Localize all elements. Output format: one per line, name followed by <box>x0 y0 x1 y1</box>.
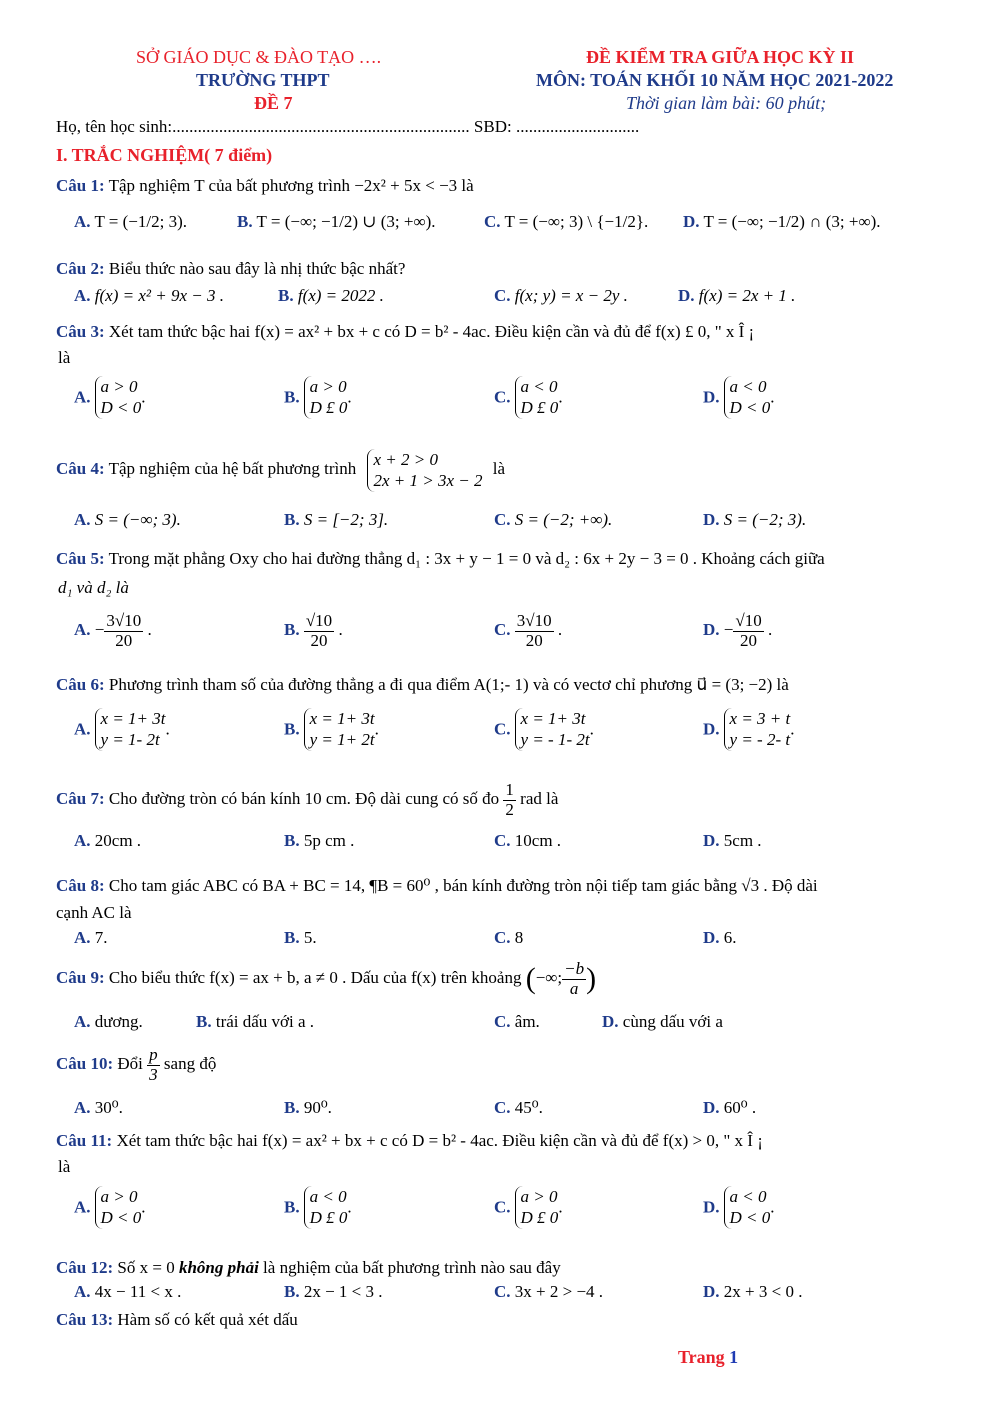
student-info-line: Họ, tên học sinh:...................................................................... SBD: ............................. <box>56 117 640 136</box>
question-text: Tập nghiệm T của bất phương trình −2x² + 5x < −3 là <box>108 176 474 195</box>
question-label: Câu 1: <box>56 176 105 195</box>
question-text: Đổi <box>117 1054 143 1074</box>
option-label: D. <box>703 1098 720 1117</box>
system-line: a > 0 <box>100 377 138 396</box>
option-label: C. <box>494 1098 511 1117</box>
option-label: D. <box>703 719 720 739</box>
option-text: 5cm . <box>723 831 762 850</box>
question-text: Trong mặt phẳng Oxy cho hai đường thẳng d₁ : 3x + y − 1 = 0 và d₂ : 6x + 2y − 3 = 0 . Khoảng cách giữa <box>108 549 825 568</box>
option-label: B. <box>284 928 300 947</box>
q4-option-d[interactable] <box>703 510 806 530</box>
question-text: Cho đường tròn có bán kính 10 cm. Độ dài cung có số đo <box>108 789 500 809</box>
q2-option-a[interactable] <box>74 286 224 306</box>
page-label: Trang <box>678 1347 725 1367</box>
q5-option-d[interactable] <box>703 612 772 650</box>
denominator: 20 <box>740 630 758 650</box>
q8-option-b[interactable] <box>284 928 317 948</box>
question-text: Cho biểu thức f(x) = ax + b, a ≠ 0 . Dấu của f(x) trên khoảng <box>108 968 522 988</box>
system-line: x = 1+ 3t <box>520 709 586 728</box>
question-7 <box>56 781 558 819</box>
punctuation: . <box>347 1197 352 1217</box>
option-text: f(x) = 2022 . <box>297 286 384 305</box>
option-label: A. <box>74 387 91 407</box>
question-11 <box>56 1131 763 1151</box>
numerator: p <box>149 1045 158 1064</box>
option-label: B. <box>284 831 300 850</box>
option-label: A. <box>74 286 91 305</box>
option-system <box>95 376 142 419</box>
denominator: 3 <box>149 1064 158 1084</box>
question-11-continued: là <box>58 1157 71 1176</box>
question-label: Câu 12: <box>56 1258 114 1277</box>
option-text: 4x − 11 < x . <box>94 1282 182 1301</box>
system-line: x = 3 + t <box>729 709 791 728</box>
system-line: x = 1+ 3t <box>309 709 375 728</box>
punctuation: . <box>790 719 795 739</box>
option-text: 7. <box>94 928 108 947</box>
system-line: D < 0 <box>729 398 771 418</box>
question-text: Xét tam thức bậc hai f(x) = ax² + bx + c có D = b² - 4ac. Điều kiện cần và đủ để f(x) £ 0, " x Î ¡ <box>108 322 755 341</box>
option-text: 5p cm . <box>303 831 355 850</box>
option-label: D. <box>703 831 720 850</box>
system-line: D £ 0 <box>309 1208 348 1228</box>
option-system <box>304 1186 348 1229</box>
option-text: S = (−∞; 3). <box>94 510 181 529</box>
option-text: 6. <box>723 928 737 947</box>
q4-option-b[interactable] <box>284 510 388 530</box>
punctuation: . <box>165 719 170 739</box>
option-text: 10cm . <box>514 831 562 850</box>
q10-option-a[interactable] <box>74 1098 123 1118</box>
question-text: Phương trình tham số của đường thẳng a đi qua điểm A(1;- 1) và có vectơ chỉ phương u⃗ = (3; −2) là <box>108 675 789 694</box>
system-line: D < 0 <box>100 1208 142 1228</box>
option-text: f(x) = x² + 9x − 3 . <box>94 286 224 305</box>
option-text: 8 <box>514 928 524 947</box>
fraction <box>562 960 586 998</box>
sign: − <box>94 620 105 640</box>
option-label: C. <box>494 620 515 640</box>
option-label: B. <box>284 387 300 407</box>
question-text: Tập nghiệm của hệ bất phương trình <box>108 459 357 479</box>
q4-option-c[interactable] <box>494 510 612 530</box>
q7-option-b[interactable] <box>284 831 354 851</box>
numerator: −b <box>564 959 585 978</box>
page-number: 1 <box>729 1347 739 1367</box>
question-13 <box>56 1310 298 1330</box>
option-text: âm. <box>514 1012 540 1031</box>
q9-option-d[interactable] <box>602 1012 723 1032</box>
option-label: A. <box>74 831 91 850</box>
q3-option-d[interactable] <box>703 376 775 419</box>
option-label: A. <box>74 1098 91 1117</box>
question-10 <box>56 1046 216 1084</box>
q11-option-a[interactable] <box>74 1186 146 1229</box>
option-text: T = (−1/2; 3). <box>94 212 188 231</box>
system-line: D £ 0 <box>309 398 348 418</box>
system-line: D < 0 <box>100 398 142 418</box>
q9-option-b[interactable] <box>196 1012 314 1032</box>
question-text: Xét tam thức bậc hai f(x) = ax² + bx + c có D = b² - 4ac. Điều kiện cần và đủ để f(x) > 0, " x Î ¡ <box>116 1131 763 1150</box>
q6-option-b[interactable] <box>284 708 379 751</box>
page-footer <box>678 1347 738 1368</box>
q12-option-b[interactable] <box>284 1282 383 1302</box>
denominator: 2 <box>505 799 514 819</box>
q10-option-d[interactable] <box>703 1098 756 1118</box>
sign: − <box>723 620 734 640</box>
option-label: D. <box>703 1197 720 1217</box>
system-line: y = - 2- t <box>729 730 791 750</box>
option-label: A. <box>74 1197 91 1217</box>
denominator: 20 <box>525 630 543 650</box>
fraction <box>104 612 143 650</box>
punctuation: . <box>334 620 343 640</box>
q11-option-b[interactable] <box>284 1186 352 1229</box>
q3-option-c[interactable] <box>494 376 563 419</box>
question-text: Biểu thức nào sau đây là nhị thức bậc nhất? <box>108 259 406 278</box>
inequality-system <box>367 449 483 492</box>
fraction <box>503 781 516 819</box>
option-text: 90⁰. <box>303 1098 332 1117</box>
punctuation: . <box>374 719 379 739</box>
q8-option-a[interactable] <box>74 928 108 948</box>
option-text: T = (−∞; 3) \ {−1/2}. <box>504 212 649 231</box>
denominator: a <box>569 978 579 998</box>
system-line: y = 1+ 2t <box>309 730 375 750</box>
option-label: C. <box>494 928 511 947</box>
section-title: I. TRẮC NGHIỆM( 7 điểm) <box>56 145 273 165</box>
option-label: C. <box>494 510 511 529</box>
option-text: S = [−2; 3]. <box>303 510 389 529</box>
open-paren: ( <box>525 962 536 996</box>
option-label: B. <box>284 719 300 739</box>
option-system <box>515 376 559 419</box>
option-label: D. <box>602 1012 619 1031</box>
question-9 <box>56 960 596 998</box>
q2-option-b[interactable] <box>278 286 384 306</box>
punctuation: . <box>558 1197 563 1217</box>
option-label: C. <box>494 1282 511 1301</box>
system-line: a > 0 <box>100 1187 138 1206</box>
q11-option-d[interactable] <box>703 1186 775 1229</box>
question-8-continued: cạnh AC là <box>56 903 132 922</box>
q7-option-d[interactable] <box>703 831 762 851</box>
question-2 <box>56 259 405 279</box>
numerator: 3√10 <box>106 611 142 630</box>
q5-option-a[interactable] <box>74 612 152 650</box>
question-label: Câu 8: <box>56 876 105 895</box>
punctuation: . <box>763 620 773 640</box>
q9-option-a[interactable] <box>74 1012 143 1032</box>
fraction <box>304 612 334 650</box>
question-text-emphasis: không phải <box>178 1258 259 1277</box>
punctuation: . <box>347 387 352 407</box>
option-label: A. <box>74 620 95 640</box>
question-text-end: là <box>492 459 506 479</box>
option-text: S = (−2; 3). <box>723 510 807 529</box>
system-line: y = 1- 2t <box>100 730 160 750</box>
punctuation: . <box>143 620 152 640</box>
option-label: C. <box>494 719 511 739</box>
option-text: 3x + 2 > −4 . <box>514 1282 604 1301</box>
system-line: y = - 1- 2t <box>520 730 590 750</box>
option-label: D. <box>683 212 700 231</box>
q11-option-c[interactable] <box>494 1186 563 1229</box>
option-label: D. <box>703 928 720 947</box>
q1-option-b[interactable] <box>237 212 436 232</box>
option-text: 60⁰ . <box>723 1098 757 1117</box>
option-text: 20cm . <box>94 831 142 850</box>
punctuation: . <box>770 1197 775 1217</box>
option-system <box>95 708 166 751</box>
q9-option-c[interactable] <box>494 1012 540 1032</box>
option-label: D. <box>678 286 695 305</box>
option-label: D. <box>703 387 720 407</box>
q10-option-c[interactable] <box>494 1098 543 1118</box>
header-exam-code: ĐỀ 7 <box>254 93 293 113</box>
option-label: C. <box>484 212 501 231</box>
q10-option-b[interactable] <box>284 1098 332 1118</box>
system-line: a > 0 <box>309 377 347 396</box>
option-label: B. <box>284 1282 300 1301</box>
option-system <box>304 376 348 419</box>
option-label: B. <box>284 510 300 529</box>
punctuation: . <box>553 620 563 640</box>
q7-option-c[interactable] <box>494 831 561 851</box>
option-label: C. <box>494 387 511 407</box>
q2-option-c[interactable] <box>494 286 628 306</box>
option-text: 2x + 3 < 0 . <box>723 1282 803 1301</box>
option-system <box>515 708 590 751</box>
q3-option-b[interactable] <box>284 376 352 419</box>
punctuation: . <box>141 1197 146 1217</box>
option-label: C. <box>494 286 511 305</box>
option-label: D. <box>703 510 720 529</box>
question-12 <box>56 1258 561 1278</box>
q8-option-c[interactable] <box>494 928 523 948</box>
q1-option-d[interactable] <box>683 212 881 232</box>
numerator: 3√10 <box>516 611 552 630</box>
question-5 <box>56 549 825 569</box>
punctuation: . <box>558 387 563 407</box>
q6-option-c[interactable] <box>494 708 594 751</box>
question-label: Câu 13: <box>56 1310 114 1329</box>
option-label: B. <box>284 1197 300 1217</box>
q12-option-a[interactable] <box>74 1282 181 1302</box>
option-label: B. <box>284 620 304 640</box>
option-text: T = (−∞; −1/2) ∪ (3; +∞). <box>256 212 436 231</box>
question-label: Câu 11: <box>56 1131 113 1150</box>
system-line: D < 0 <box>729 1208 771 1228</box>
denominator: 20 <box>115 630 133 650</box>
denominator: 20 <box>310 630 328 650</box>
option-label: D. <box>703 1282 720 1301</box>
numerator: √10 <box>305 611 333 630</box>
question-label: Câu 6: <box>56 675 105 694</box>
question-label: Câu 3: <box>56 322 105 341</box>
q5-option-b[interactable] <box>284 612 343 650</box>
option-system <box>515 1186 559 1229</box>
header-department: SỞ GIÁO DỤC & ĐÀO TẠO …. <box>136 47 382 67</box>
neg-infinity: −∞; <box>535 968 563 988</box>
option-text: T = (−∞; −1/2) ∩ (3; +∞). <box>703 212 881 231</box>
question-text: Hàm số có kết quả xét dấu <box>117 1310 298 1329</box>
punctuation: . <box>141 387 146 407</box>
option-label: B. <box>196 1012 212 1031</box>
option-label: B. <box>284 1098 300 1117</box>
q3-option-a[interactable] <box>74 376 146 419</box>
question-text-end: rad là <box>520 789 559 809</box>
fraction <box>515 612 554 650</box>
system-line: a < 0 <box>520 377 558 396</box>
q7-option-a[interactable] <box>74 831 141 851</box>
question-text: Số x = 0 <box>117 1258 179 1277</box>
option-text: f(x; y) = x − 2y . <box>514 286 628 305</box>
numerator: √10 <box>735 611 762 630</box>
option-text: cùng dấu với a <box>622 1012 723 1031</box>
question-5-continued: d₁ và d₂ là <box>58 578 129 597</box>
question-label: Câu 10: <box>56 1054 114 1074</box>
option-text: 2x − 1 < 3 . <box>303 1282 383 1301</box>
option-label: B. <box>237 212 253 231</box>
option-system <box>95 1186 142 1229</box>
option-label: C. <box>494 1197 511 1217</box>
question-3-continued: là <box>58 348 71 367</box>
system-line: x + 2 > 0 <box>373 450 438 469</box>
option-system <box>724 1186 771 1229</box>
q2-option-d[interactable] <box>678 286 795 306</box>
header-exam-title: ĐỀ KIỂM TRA GIỮA HỌC KỲ II <box>586 47 855 67</box>
punctuation: . <box>589 719 594 739</box>
question-label: Câu 9: <box>56 968 105 988</box>
q5-option-c[interactable] <box>494 612 562 650</box>
q8-option-d[interactable] <box>703 928 737 948</box>
q1-option-c[interactable] <box>484 212 648 232</box>
option-label: A. <box>74 719 91 739</box>
option-text: trái dấu với a . <box>215 1012 315 1031</box>
question-label: Câu 2: <box>56 259 105 278</box>
option-label: B. <box>278 286 294 305</box>
option-text: 45⁰. <box>514 1098 543 1117</box>
question-label: Câu 4: <box>56 459 105 479</box>
header-subject: MÔN: TOÁN KHỐI 10 NĂM HỌC 2021-2022 <box>536 70 894 90</box>
option-label: C. <box>494 831 511 850</box>
system-line: x = 1+ 3t <box>100 709 166 728</box>
question-text-end: là nghiệm của bất phương trình nào sau đây <box>258 1258 561 1277</box>
q12-option-d[interactable] <box>703 1282 802 1302</box>
option-text: 30⁰. <box>94 1098 123 1117</box>
system-line: a < 0 <box>729 377 767 396</box>
option-text: S = (−2; +∞). <box>514 510 613 529</box>
option-text: 5. <box>303 928 317 947</box>
question-4 <box>56 449 505 492</box>
numerator: 1 <box>505 780 514 799</box>
option-text: f(x) = 2x + 1 . <box>698 286 796 305</box>
question-8 <box>56 876 818 896</box>
question-3 <box>56 322 754 342</box>
option-label: A. <box>74 928 91 947</box>
question-label: Câu 5: <box>56 549 105 568</box>
system-line: a > 0 <box>520 1187 558 1206</box>
fraction <box>147 1046 160 1084</box>
system-line: a < 0 <box>729 1187 767 1206</box>
option-label: A. <box>74 1282 91 1301</box>
option-text: dương. <box>94 1012 143 1031</box>
option-label: A. <box>74 1012 91 1031</box>
close-paren: ) <box>586 962 597 996</box>
question-label: Câu 7: <box>56 789 105 809</box>
option-system <box>724 708 791 751</box>
q4-option-a[interactable] <box>74 510 181 530</box>
q12-option-c[interactable] <box>494 1282 603 1302</box>
option-system <box>724 376 771 419</box>
question-text-end: sang độ <box>163 1054 217 1074</box>
option-system <box>304 708 375 751</box>
option-label: A. <box>74 510 91 529</box>
header-school: TRƯỜNG THPT <box>196 70 330 90</box>
option-label: C. <box>494 1012 511 1031</box>
question-1 <box>56 176 474 196</box>
option-label: A. <box>74 212 91 231</box>
q1-option-a[interactable] <box>74 212 187 232</box>
system-line: a < 0 <box>309 1187 347 1206</box>
q6-option-d[interactable] <box>703 708 795 751</box>
system-line: 2x + 1 > 3x − 2 <box>373 471 483 491</box>
system-line: D £ 0 <box>520 398 559 418</box>
punctuation: . <box>770 387 775 407</box>
question-text: Cho tam giác ABC có BA + BC = 14, ¶B = 60⁰ , bán kính đường tròn nội tiếp tam giác bằng √3 . Độ dài <box>108 876 818 895</box>
header-time: Thời gian làm bài: 60 phút; <box>626 93 827 113</box>
option-label: D. <box>703 620 724 640</box>
system-line: D £ 0 <box>520 1208 559 1228</box>
question-6 <box>56 675 789 695</box>
q6-option-a[interactable] <box>74 708 170 751</box>
fraction <box>733 612 763 650</box>
